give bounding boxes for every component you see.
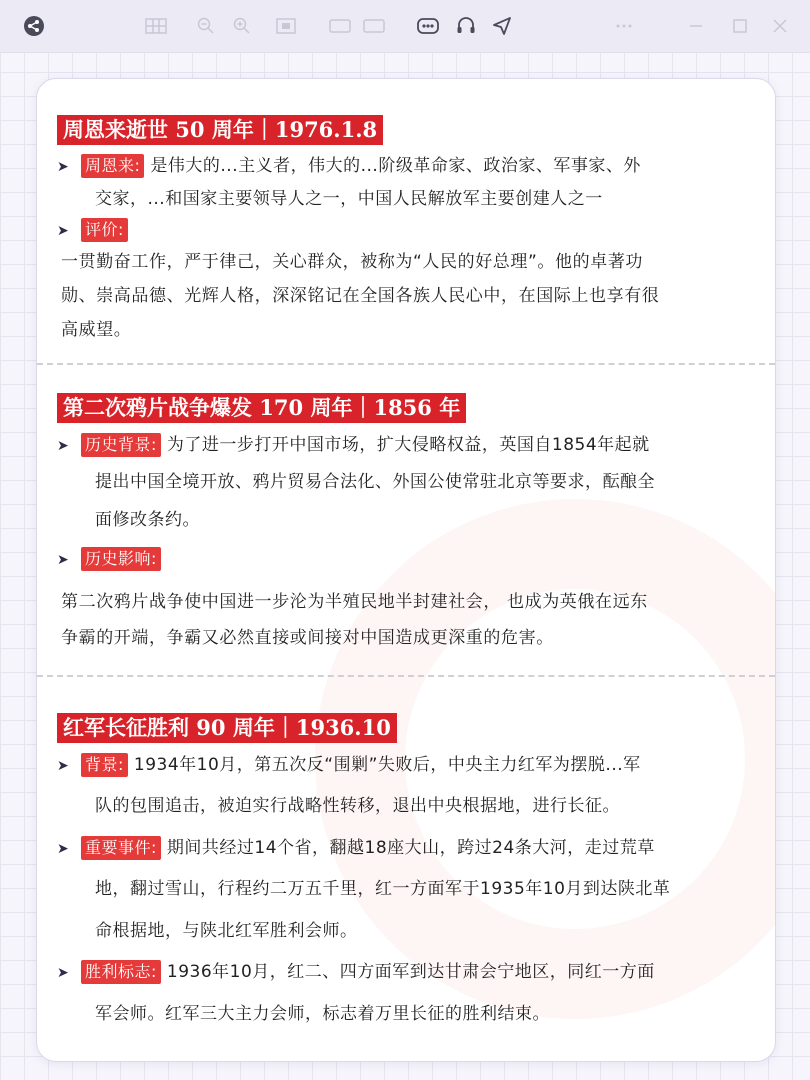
minimize-icon[interactable] [682,12,710,40]
list-item [57,955,757,990]
item-text: 面修改条约。 [95,510,200,530]
rect-icon[interactable] [326,12,354,40]
zoom-out-icon[interactable] [192,12,220,40]
close-icon[interactable] [766,12,794,40]
more-icon[interactable] [610,12,638,40]
arrow-bullet-icon: ➤ [57,965,70,981]
toolbar [0,0,810,53]
item-text: 为了进一步打开中国市场，扩大侵略权益，英国自1854年起就 [166,435,650,455]
item-tag: 评价: [81,218,128,242]
item-text: 命根据地，与陕北红军胜利会师。 [95,921,358,941]
arrow-bullet-icon: ➤ [57,758,70,774]
item-text: 提出中国全境开放、鸦片贸易合法化、外国公使常驻北京等要求，酝酿全 [95,472,655,492]
list-item [57,831,757,866]
list-item [57,748,757,783]
section-divider [37,675,775,677]
arrow-bullet-icon: ➤ [57,438,70,454]
arrow-bullet-icon: ➤ [57,223,70,239]
item-text: 地，翻过雪山，行程约二万五千里，红一方面军于1935年10月到达陕北革 [95,879,671,899]
paragraph-line: 勋、崇高品德、光辉人格，深深铭记在全国各族人民心中，在国际上也享有很 [61,286,660,306]
item-text: 期间共经过14个省，翻越18座大山，跨过24条大河，走过荒草 [166,838,655,858]
arrow-bullet-icon: ➤ [57,159,70,175]
item-text: 军会师。红军三大主力会师，标志着万里长征的胜利结束。 [95,1004,550,1024]
item-tag: 周恩来: [81,154,144,178]
item-text: 交家，...和国家主要领导人之一，中国人民解放军主要创建人之一 [95,189,603,209]
list-item [57,213,757,248]
arrow-bullet-icon: ➤ [57,841,70,857]
item-text: 1936年10月，红二、四方面军到达甘肃会宁地区，同红一方面 [166,962,655,982]
list-item [57,542,757,577]
paragraph-line: 第二次鸦片战争使中国进一步沦为半殖民地半封建社会， 也成为英俄在远东 [61,592,648,612]
arrow-bullet-icon: ➤ [57,552,70,568]
item-text: 1934年10月，第五次反“围剿”失败后，中央主力红军为摆脱...军 [133,755,641,775]
chat-icon[interactable] [414,12,442,40]
fit-icon[interactable] [272,12,300,40]
item-tag: 背景: [81,753,128,777]
grid-icon[interactable] [142,12,170,40]
list-item [57,428,757,463]
share-icon[interactable] [20,12,48,40]
list-item [57,149,757,184]
item-tag: 胜利标志: [81,960,161,984]
maximize-icon[interactable] [726,12,754,40]
item-text: 队的包围追击，被迫实行战略性转移，退出中央根据地，进行长征。 [95,796,620,816]
section-title: 周恩来逝世 50 周年｜1976.1.8 [57,115,383,145]
item-tag: 重要事件: [81,836,161,860]
rect-icon[interactable] [360,12,388,40]
zoom-in-icon[interactable] [228,12,256,40]
headset-icon[interactable] [452,12,480,40]
item-tag: 历史影响: [81,547,161,571]
send-icon[interactable] [488,12,516,40]
section-title: 第二次鸦片战争爆发 170 周年｜1856 年 [57,393,466,423]
content-card [36,78,776,1062]
section-divider [37,363,775,365]
item-text: 是伟大的...主义者，伟大的...阶级革命家、政治家、军事家、外 [150,156,641,176]
section-title: 红军长征胜利 90 周年｜1936.10 [57,713,397,743]
item-tag: 历史背景: [81,433,161,457]
paragraph-line: 高威望。 [61,320,132,340]
paragraph-line: 一贯勤奋工作，严于律己，关心群众，被称为“人民的好总理”。他的卓著功 [61,252,644,272]
paragraph-line: 争霸的开端，争霸又必然直接或间接对中国造成更深重的危害。 [61,628,554,648]
